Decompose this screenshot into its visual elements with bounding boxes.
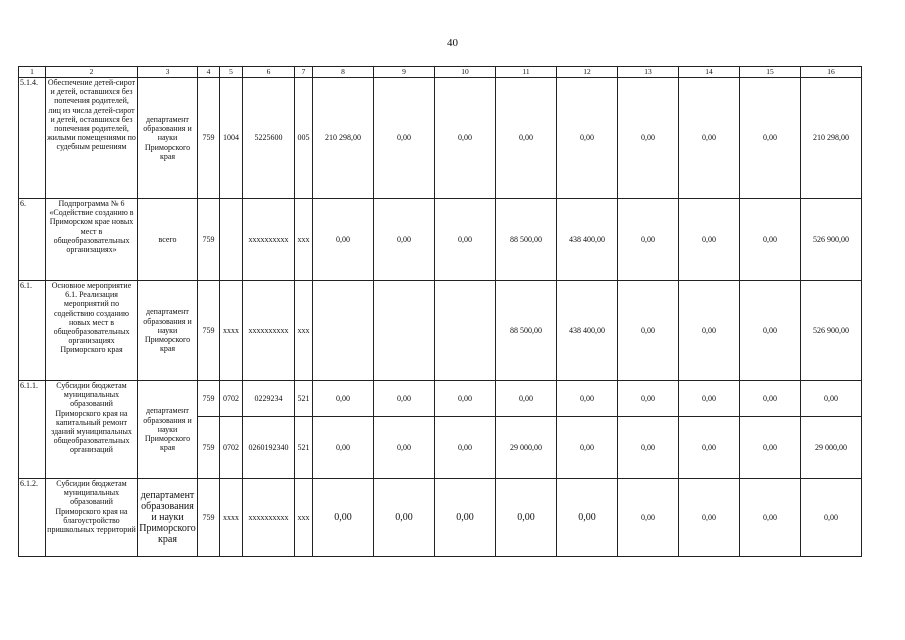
admin-code: 759 — [198, 199, 220, 281]
value-cell: 210 298,00 — [801, 78, 862, 199]
section-code: xxxx — [220, 281, 243, 381]
row-name: Обеспечение детей-сирот и детей, оставшихся без попечения родителей, лиц из числа детей-сирот и детей, оставшихся без попечения родителей, жилыми помещениями по судебным решениям — [46, 78, 138, 199]
section-code: 0702 — [220, 417, 243, 479]
column-header: 7 — [295, 67, 313, 78]
section-code — [220, 199, 243, 281]
row-responsible: департамент образования и науки Приморского края — [138, 479, 198, 557]
value-cell: 0,00 — [801, 479, 862, 557]
table-row — [19, 381, 862, 417]
table-row — [19, 199, 862, 281]
row-name: Субсидии бюджетам муниципальных образований Приморского края на капитальный ремонт зданий муниципальных общеобразовательных организаций — [46, 381, 138, 479]
table-header-row — [19, 67, 862, 78]
column-header: 16 — [801, 67, 862, 78]
column-header: 12 — [557, 67, 618, 78]
row-number: 6.1.2. — [19, 479, 46, 557]
admin-code: 759 — [198, 479, 220, 557]
column-header: 14 — [679, 67, 740, 78]
admin-code: 759 — [198, 281, 220, 381]
value-cell — [374, 281, 435, 381]
target-code: xxxxxxxxxx — [243, 281, 295, 381]
column-header: 5 — [220, 67, 243, 78]
row-responsible: всего — [138, 199, 198, 281]
target-code: 0229234 — [243, 381, 295, 417]
value-cell: 0,00 — [740, 78, 801, 199]
value-cell: 0,00 — [557, 78, 618, 199]
value-cell: 0,00 — [618, 417, 679, 479]
value-cell: 29 000,00 — [496, 417, 557, 479]
value-cell: 0,00 — [313, 479, 374, 557]
row-name: Подпрограмма № 6 «Содействие созданию в Приморском крае новых мест в общеобразовательных организациях» — [46, 199, 138, 281]
value-cell: 29 000,00 — [801, 417, 862, 479]
value-cell: 0,00 — [313, 381, 374, 417]
expense-code: xxx — [295, 281, 313, 381]
value-cell: 0,00 — [496, 479, 557, 557]
value-cell: 0,00 — [740, 417, 801, 479]
value-cell: 0,00 — [313, 417, 374, 479]
value-cell: 438 400,00 — [557, 199, 618, 281]
value-cell: 0,00 — [740, 281, 801, 381]
column-header: 6 — [243, 67, 295, 78]
value-cell: 0,00 — [679, 281, 740, 381]
value-cell: 0,00 — [740, 381, 801, 417]
value-cell: 210 298,00 — [313, 78, 374, 199]
value-cell: 0,00 — [557, 417, 618, 479]
table-row — [19, 479, 862, 557]
value-cell: 88 500,00 — [496, 281, 557, 381]
value-cell: 0,00 — [496, 78, 557, 199]
column-header: 15 — [740, 67, 801, 78]
row-number: 5.1.4. — [19, 78, 46, 199]
value-cell: 0,00 — [313, 199, 374, 281]
column-header: 9 — [374, 67, 435, 78]
section-code: 1004 — [220, 78, 243, 199]
value-cell: 0,00 — [679, 78, 740, 199]
value-cell: 0,00 — [618, 381, 679, 417]
value-cell: 0,00 — [435, 78, 496, 199]
value-cell — [313, 281, 374, 381]
value-cell: 0,00 — [618, 78, 679, 199]
value-cell — [435, 281, 496, 381]
row-responsible: департамент образования и науки Приморского края — [138, 381, 198, 479]
expense-code: 521 — [295, 417, 313, 479]
target-code: 0260192340 — [243, 417, 295, 479]
value-cell: 0,00 — [618, 281, 679, 381]
column-header: 8 — [313, 67, 374, 78]
page-number: 40 — [447, 37, 458, 49]
column-header: 10 — [435, 67, 496, 78]
value-cell: 0,00 — [679, 479, 740, 557]
expense-code: 521 — [295, 381, 313, 417]
value-cell: 0,00 — [679, 199, 740, 281]
value-cell: 0,00 — [801, 381, 862, 417]
expense-code: xxx — [295, 199, 313, 281]
value-cell: 0,00 — [435, 199, 496, 281]
row-responsible: департамент образования и науки Приморского края — [138, 78, 198, 199]
target-code: xxxxxxxxxx — [243, 479, 295, 557]
value-cell: 0,00 — [679, 417, 740, 479]
value-cell: 0,00 — [679, 381, 740, 417]
section-code: xxxx — [220, 479, 243, 557]
admin-code: 759 — [198, 78, 220, 199]
value-cell: 0,00 — [435, 417, 496, 479]
value-cell: 526 900,00 — [801, 199, 862, 281]
value-cell: 0,00 — [557, 479, 618, 557]
row-number: 6.1. — [19, 281, 46, 381]
value-cell: 438 400,00 — [557, 281, 618, 381]
value-cell: 0,00 — [557, 381, 618, 417]
column-header: 13 — [618, 67, 679, 78]
value-cell: 0,00 — [374, 381, 435, 417]
target-code: xxxxxxxxxx — [243, 199, 295, 281]
expense-code: 005 — [295, 78, 313, 199]
value-cell: 0,00 — [374, 199, 435, 281]
value-cell: 0,00 — [618, 199, 679, 281]
value-cell: 0,00 — [374, 417, 435, 479]
column-header: 3 — [138, 67, 198, 78]
value-cell: 0,00 — [496, 381, 557, 417]
value-cell: 0,00 — [618, 479, 679, 557]
value-cell: 0,00 — [740, 479, 801, 557]
section-code: 0702 — [220, 381, 243, 417]
row-name: Основное мероприятие 6.1. Реализация мероприятий по содействию созданию новых мест в общеобразовательных организациях Приморского края — [46, 281, 138, 381]
admin-code: 759 — [198, 417, 220, 479]
value-cell: 0,00 — [374, 479, 435, 557]
value-cell: 526 900,00 — [801, 281, 862, 381]
row-name: Субсидии бюджетам муниципальных образований Приморского края на благоустройство пришкольных территорий — [46, 479, 138, 557]
row-responsible: департамент образования и науки Приморского края — [138, 281, 198, 381]
table-row — [19, 281, 862, 381]
table-row — [19, 78, 862, 199]
value-cell: 0,00 — [435, 381, 496, 417]
column-header: 4 — [198, 67, 220, 78]
admin-code: 759 — [198, 381, 220, 417]
row-number: 6.1.1. — [19, 381, 46, 479]
column-header: 2 — [46, 67, 138, 78]
target-code: 5225600 — [243, 78, 295, 199]
budget-table — [18, 66, 862, 557]
value-cell: 0,00 — [435, 479, 496, 557]
expense-code: xxx — [295, 479, 313, 557]
row-number: 6. — [19, 199, 46, 281]
value-cell: 0,00 — [374, 78, 435, 199]
value-cell: 0,00 — [740, 199, 801, 281]
column-header: 11 — [496, 67, 557, 78]
value-cell: 88 500,00 — [496, 199, 557, 281]
column-header: 1 — [19, 67, 46, 78]
